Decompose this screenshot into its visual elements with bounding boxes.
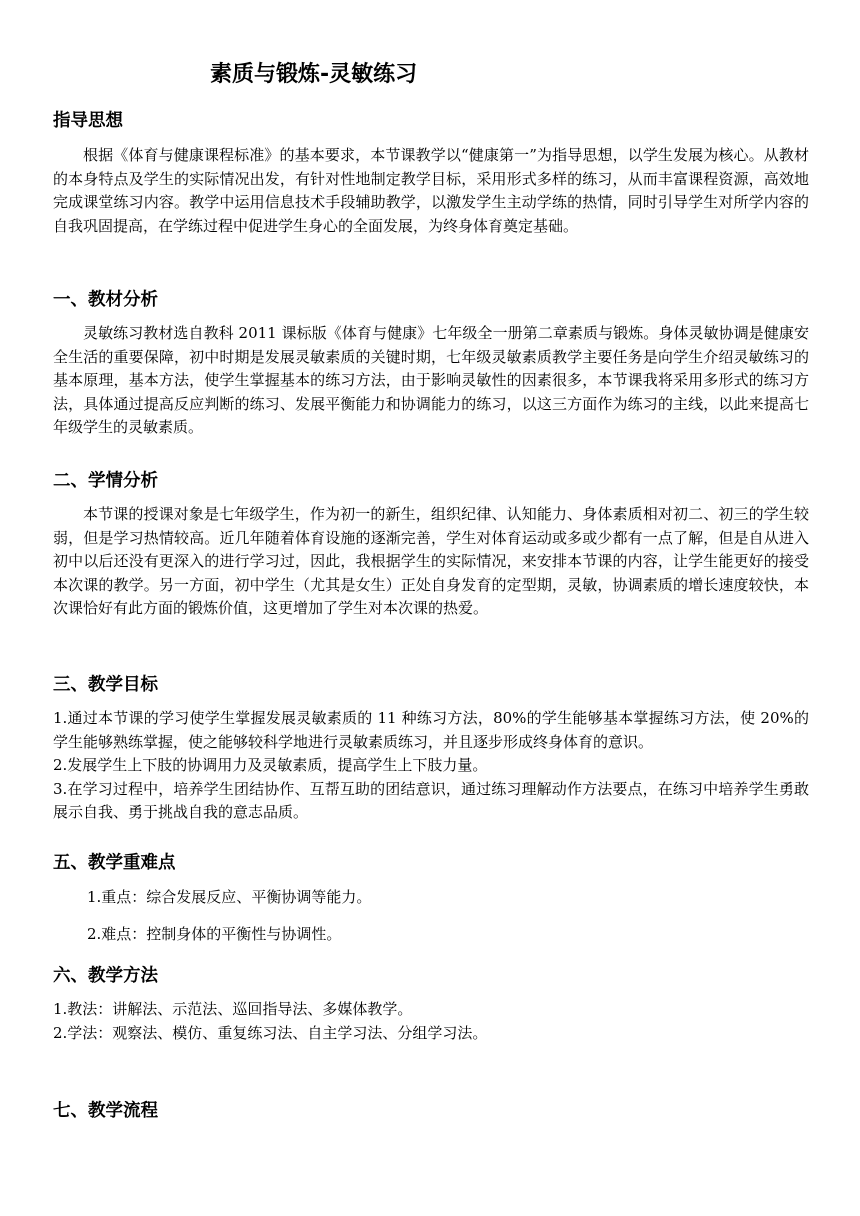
document-title: 素质与锻炼-灵敏练习: [210, 62, 418, 87]
goal-item-1: 1.通过本节课的学习使学生掌握发展灵敏素质的 11 种练习方法，80%的学生能够基本掌握练习方法，使 20%的学生能够熟练掌握，使之能够较科学地进行灵敏素质练习，并且逐步形成终身体育的意识。: [53, 709, 809, 751]
paragraph-guiding: 根据《体育与健康课程标准》的基本要求，本节课教学以“健康第一”为指导思想，以学生发展为核心。从教材的本身特点及学生的实际情况出发，有针对性地制定教学目标，采用形式多样的练习，从而丰富课程资源，高效地完成课堂练习内容。教学中运用信息技术手段辅助教学，以激发学生主动学练的热情，同时引导学生对所学内容的自我巩固提高，在学练过程中促进学生身心的全面发展，为终身体育奠定基础。: [53, 146, 809, 235]
paragraph-student-analysis: 本节课的授课对象是七年级学生，作为初一的新生，组织纪律、认知能力、身体素质相对初二、初三的学生较弱，但是学习热情较高。近几年随着体育设施的逐渐完善，学生对体育运动或多或少都有一点了解，但是自从进入初中以后还没有更深入的进行学习过，因此，我根据学生的实际情况，来安排本节课的内容，让学生能更好的接受本次课的教学。另一方面，初中学生（尤其是女生）正处自身发育的定型期，灵敏，协调素质的增长速度较快，本次课恰好有此方面的锻炼价值，这更增加了学生对本次课的热爱。: [53, 505, 809, 617]
paragraph-material-analysis: 灵敏练习教材选自教科 2011 课标版《体育与健康》七年级全一册第二章素质与锻炼。身体灵敏协调是健康安全生活的重要保障，初中时期是发展灵敏素质的关键时期，七年级灵敏素质教学主要任务是向学生介绍灵敏练习的基本原理，基本方法，使学生掌握基本的练习方法，由于影响灵敏性的因素很多，本节课我将采用多形式的练习方法，具体通过提高反应判断的练习、发展平衡能力和协调能力的练习，以这三方面作为练习的主线，以此来提高七年级学生的灵敏素质。: [53, 324, 809, 436]
heading-guiding: 指导思想: [53, 111, 123, 131]
heading-teaching-methods: 六、教学方法: [53, 966, 158, 986]
heading-key-difficulties: 五、教学重难点: [53, 853, 176, 873]
heading-teaching-goals: 三、教学目标: [53, 675, 158, 695]
key-point-item: 1.重点：综合发展反应、平衡协调等能力。: [87, 888, 372, 906]
teaching-goals-list: [53, 707, 809, 825]
teaching-method-item: 1.教法：讲解法、示范法、巡回指导法、多媒体教学。: [53, 1000, 413, 1018]
heading-teaching-process: 七、教学流程: [53, 1101, 158, 1121]
learning-method-item: 2.学法：观察法、模仿、重复练习法、自主学习法、分组学习法。: [53, 1023, 488, 1042]
goal-item-2: 2.发展学生上下肢的协调用力及灵敏素质，提高学生上下肢力量。: [53, 756, 488, 774]
teaching-methods-list: [53, 998, 809, 1045]
heading-material-analysis: 一、教材分析: [53, 290, 158, 310]
heading-student-analysis: 二、学情分析: [53, 471, 158, 491]
goal-item-3: 3.在学习过程中，培养学生团结协作、互帮互助的团结意识，通过练习理解动作方法要点，在练习中培养学生勇敢展示自我、勇于挑战自我的意志品质。: [53, 779, 809, 821]
difficulty-item: 2.难点：控制身体的平衡性与协调性。: [87, 925, 342, 943]
